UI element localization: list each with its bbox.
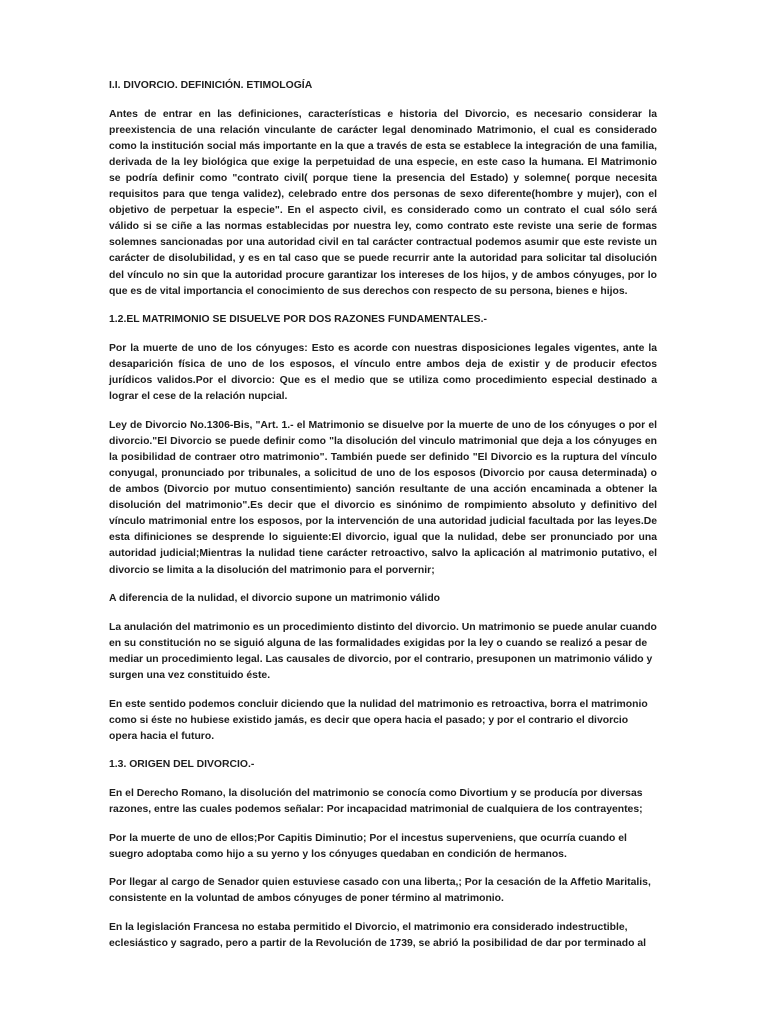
document-page	[109, 78, 657, 965]
paragraph-legislacion-francesa: En la legislación Francesa no estaba permitido el Divorcio, el matrimonio era considerado indestructible, eclesiástico y sagrado, pero a partir de la Revolución de 1739, se abrió la posibilidad de dar por terminado al	[109, 922, 647, 950]
paragraph-cargo-senador: Por llegar al cargo de Senador quien estuviese casado con una liberta,; Por la cesación de la Affetio Maritalis, consistente en la voluntad de ambos cónyuges de poner término al matrimonio.	[109, 877, 651, 905]
paragraph-anulacion-matrimonio: La anulación del matrimonio es un procedimiento distinto del divorcio. Un matrimonio se puede anular cuando en su constitución no se siguió alguna de las formalidades exigidas por la ley o cuando se realizó a pesar de mediar un procedimiento legal. Las causales de divorcio, por el contrario, presuponen un matrimonio válido y surgen una vez constituido éste.	[109, 621, 657, 681]
heading-origen-divorcio: 1.3. ORIGEN DEL DIVORCIO.-	[109, 759, 255, 771]
paragraph-matrimonio-intro: Antes de entrar en las definiciones, características e historia del Divorcio, es necesario considerar la preexistencia de una relación vinculante de carácter legal denominado Matrimonio, el cual es considerado como la institución social más importante en la que a través de esta se establece la integración de una familia, derivada de la ley biológica que exige la perpetuidad de una especie, en este caso la humana. El Matrimonio se podría definir como "contrato civil( porque tiene la presencia del Estado) y solemne( porque necesita requisitos para que tenga validez), celebrado entre dos personas de sexo diferente(hombre y mujer), con el objetivo de perpetuar la especie". En el aspecto civil, es considerado como un contrato el cual sólo será válido si se ciñe a las normas establecidas por nuestra ley, como contrato este reviste una serie de formas solemnes sancionadas por una autoridad civil en tal carácter contractual podemos asumir que este reviste un carácter de disolubilidad, y es en tal caso que se puede recurrir ante la autoridad para solicitar tal disolución del vínculo no sin que la autoridad procure garantizar los intereses de los hijos, y de ambos cónyuges, por lo que es de vital importancia el conocimiento de sus derechos con respecto de su persona, bienes e hijos.	[109, 108, 657, 297]
paragraph-diferencia-nulidad: A diferencia de la nulidad, el divorcio supone un matrimonio válido	[109, 593, 441, 605]
paragraph-muerte-capitis: Por la muerte de uno de ellos;Por Capitis Diminutio; Por el incestus superveniens, que ocurría cuando el suegro adoptaba como hijo a su yerno y los cónyuges quedaban en condición de hermanos.	[109, 832, 627, 860]
paragraph-ley-de-divorcio: Ley de Divorcio No.1306-Bis, "Art. 1.- el Matrimonio se disuelve por la muerte de uno de los cónyuges o por el divorcio."El Divorcio se puede definir como "la disolución del vinculo matrimonial que deja a los cónyuges en la posibilidad de contraer otro matrimonio". También puede ser definido "El Divorcio es la ruptura del vínculo conyugal, pronunciado por tribunales, a solicitud de uno de los esposos (Divorcio por causa determinada) o de ambos (Divorcio por mutuo consentimiento) sanción resultante de una acción encaminada a obtener la disolución del matrimonio".Es decir que el divorcio es sinónimo de rompimiento absoluto y definitivo del vínculo matrimonial entre los esposos, por la intervención de una autoridad judicial facultada por las leyes.De esta difiniciones se desprende lo siguiente:El divorcio, igual que la nulidad, debe ser pronunciado por una autoridad judicial;Mientras la nulidad tiene carácter retroactivo, salvo la aplicación al matrimonio putativo, el divorcio se limita a la disolución del matrimonio para el porvernir;	[109, 419, 657, 576]
paragraph-muerte-divorcio: Por la muerte de uno de los cónyuges: Esto es acorde con nuestras disposiciones legales vigentes, ante la desaparición física de uno de los esposos, el vínculo entre ambos deja de existir y de producir efectos jurídicos validos.Por el divorcio: Que es el medio que se utiliza como procedimiento especial destinado a lograr el cese de la relación nupcial.	[109, 342, 657, 403]
heading-matrimonio-se-disuelve: 1.2.EL MATRIMONIO SE DISUELVE POR DOS RAZONES FUNDAMENTALES.-	[109, 314, 487, 326]
paragraph-derecho-romano: En el Derecho Romano, la disolución del matrimonio se conocía como Divortium y se producía por diversas razones, entre las cuales podemos señalar: Por incapacidad matrimonial de cualquiera de los contrayentes;	[109, 787, 643, 816]
paragraph-conclusion-nulidad: En este sentido podemos concluir diciendo que la nulidad del matrimonio es retroactiva, borra el matrimonio como si éste no hubiese existido jamás, es decir que opera hacia el pasado; y por el contrario el divorcio opera hacia el futuro.	[109, 698, 648, 742]
heading-divorcio-definicion: I.I. DIVORCIO. DEFINICIÓN. ETIMOLOGÍA	[109, 80, 313, 91]
